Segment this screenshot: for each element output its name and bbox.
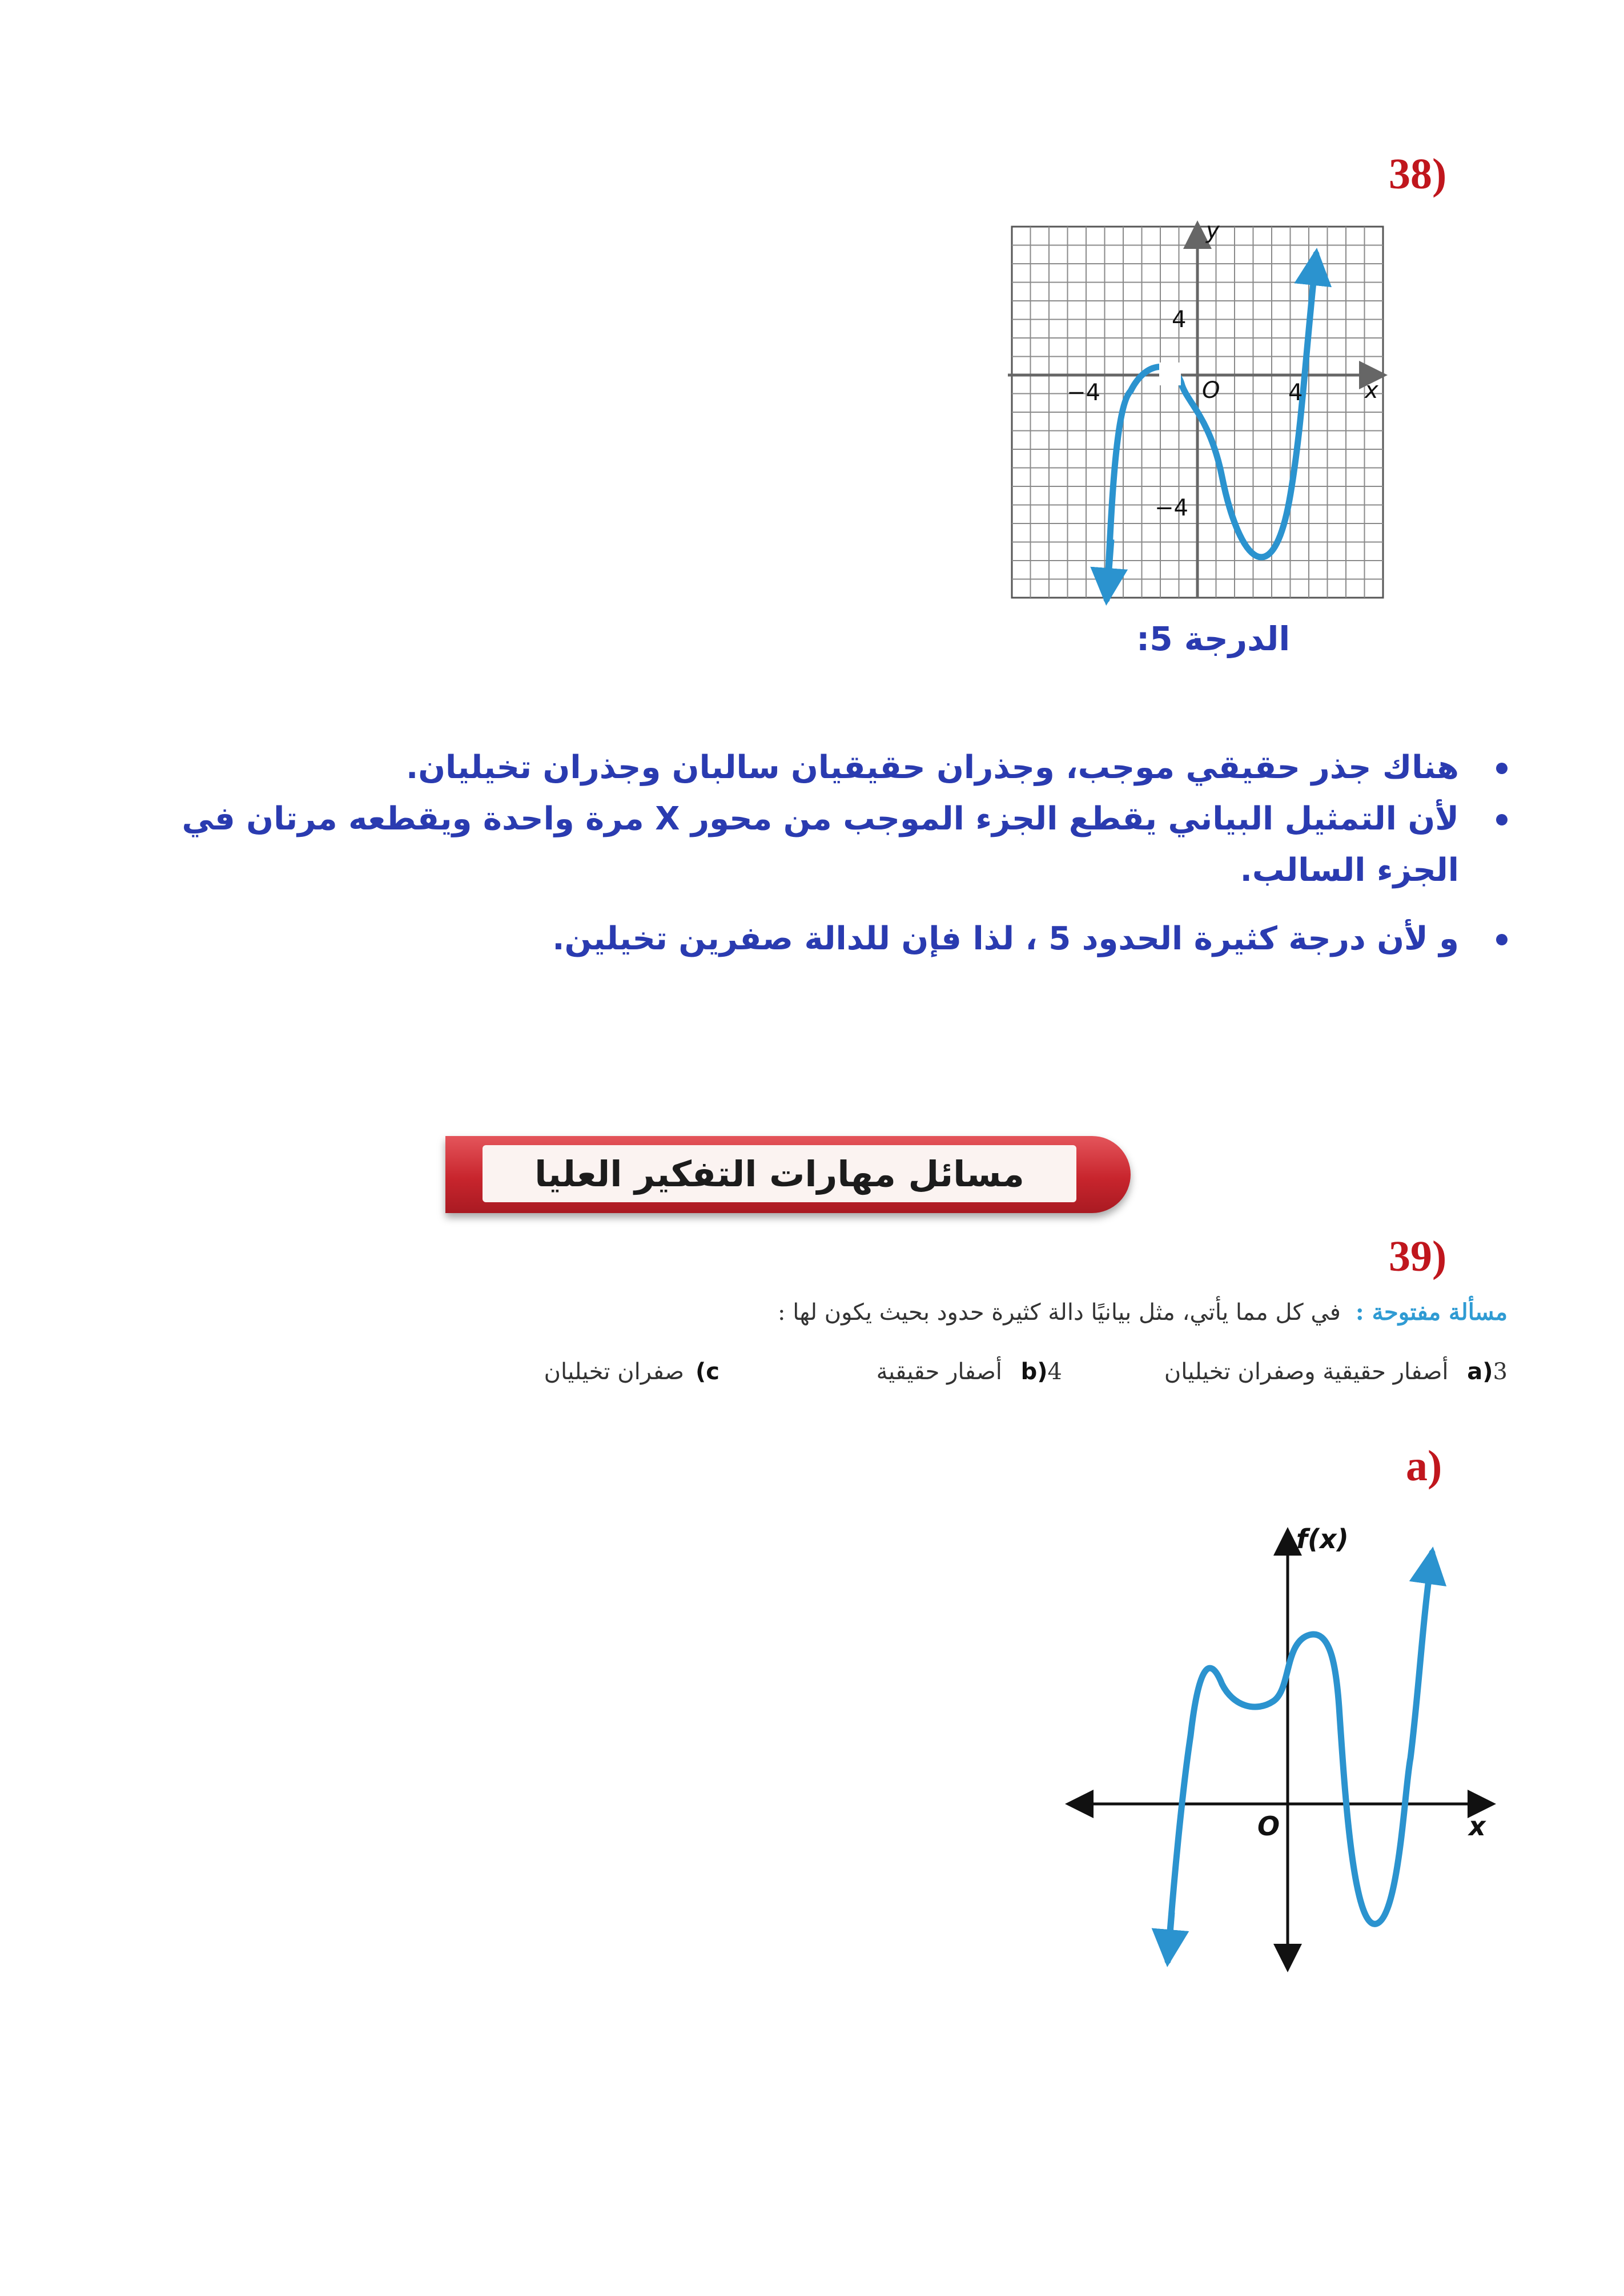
- origin-label: O: [1202, 377, 1220, 404]
- option-b: b)4 أصفار حقيقية: [876, 1359, 1062, 1385]
- sample-polynomial-curve: [1168, 1553, 1432, 1961]
- problem-38-number: (38: [1389, 150, 1447, 198]
- prompt-text: في كل مما يأتي، مثل بيانيًا دالة كثيرة حدود بحيث يكون لها :: [778, 1299, 1341, 1326]
- part-a-number: (a: [1406, 1442, 1442, 1490]
- x-axis-label: x: [1365, 377, 1378, 404]
- f-axis-label: f(x): [1296, 1524, 1349, 1554]
- problem-39-options: [274, 1359, 1508, 1399]
- answer-bullets: [137, 742, 1513, 965]
- bullet-item: هناك جذر حقيقي موجب، وجذران حقيقيان سالبان وجذران تخيليان.: [137, 742, 1513, 793]
- problem-39-number: (39: [1389, 1232, 1447, 1280]
- part-a-graph: [1056, 1518, 1513, 1975]
- open-question-label: مسألة مفتوحة :: [1355, 1299, 1508, 1326]
- degree-value: 5:: [1136, 619, 1173, 658]
- bullet-item: و لأن درجة كثيرة الحدود 5 ، لذا فإن للدالة صفرين تخيلين.: [137, 913, 1513, 965]
- problem-39-prompt: [377, 1299, 1508, 1326]
- tick-x-neg4: −4: [1067, 380, 1100, 406]
- degree-line: [1136, 619, 1290, 658]
- degree-label: الدرجة: [1184, 619, 1291, 658]
- option-c: c)صفران تخيليان: [544, 1359, 719, 1385]
- section-banner-title: مسائل مهارات التفكير العليا: [483, 1145, 1076, 1202]
- tick-y-neg4: −4: [1155, 495, 1188, 521]
- origin-label: O: [1257, 1811, 1280, 1842]
- x-axis-label: x: [1469, 1811, 1486, 1842]
- bullet-item: لأن التمثيل البياني يقطع الجزء الموجب من محور X مرة واحدة ويقطعه مرتان في الجزء السالب.: [137, 793, 1513, 896]
- y-axis-label: y: [1206, 220, 1220, 244]
- sample-curve-left-arrow: [1168, 1912, 1172, 1961]
- tick-bg: [1159, 362, 1181, 385]
- section-banner: [445, 1136, 1131, 1213]
- tick-y-pos4: 4: [1172, 307, 1187, 333]
- tick-x-pos4: 4: [1288, 380, 1303, 406]
- option-a: a)3 أصفار حقيقية وصفران تخيليان: [1164, 1359, 1508, 1385]
- problem-38-graph: [1005, 220, 1393, 608]
